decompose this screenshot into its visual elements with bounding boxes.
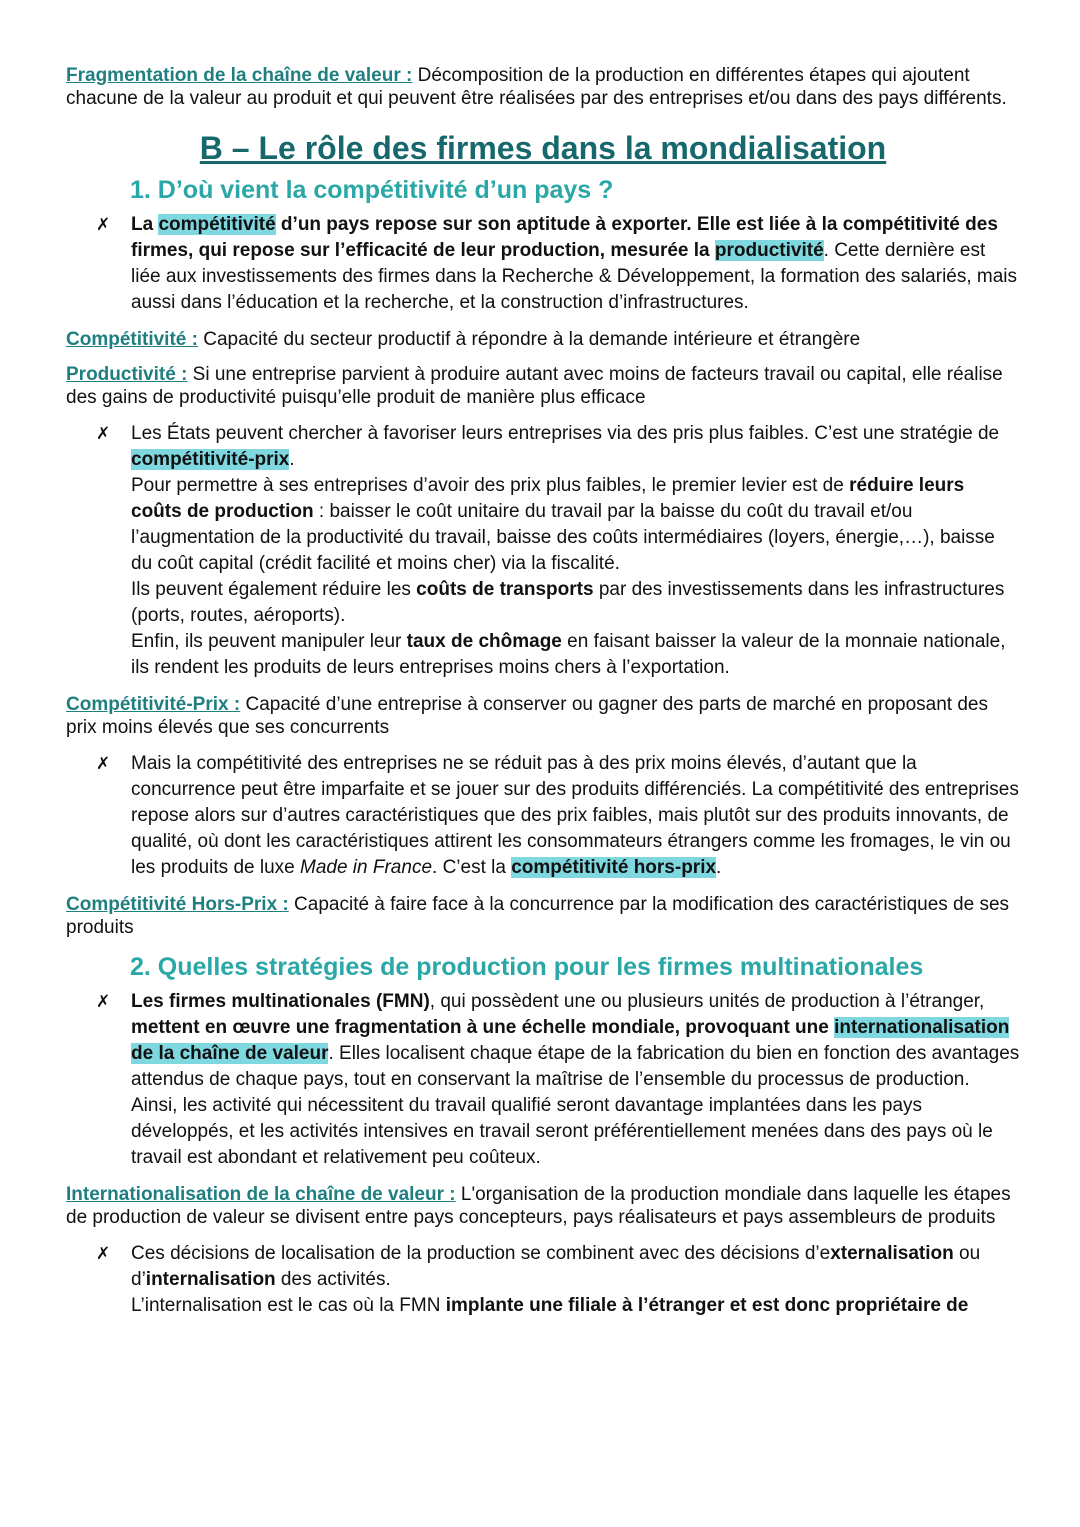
definition-paragraph (66, 693, 1020, 739)
bold-text: coûts de transports (416, 579, 594, 600)
definition-text: Capacité du secteur productif à répondre à la demande intérieure et étrangère (197, 329, 861, 350)
text-segment: . (716, 857, 722, 878)
text-segment: en faisant baisser la valeur de la monnaie nationale, ils rendent les produits de leurs entreprises moins chers à l’exportation. (131, 631, 1006, 678)
cross-bullet-icon: ✗ (96, 424, 111, 443)
bold-text: mettent en œuvre une fragmentation à une échelle mondiale, provoquant une (131, 1017, 835, 1038)
highlighted-term: compétitivité-prix (131, 449, 290, 470)
cross-bullet-icon: ✗ (96, 215, 111, 234)
text-segment: Ces décisions de localisation de la production se combinent avec des décisions d’e (131, 1243, 831, 1264)
bold-text: internalisation (145, 1269, 276, 1290)
text-segment: L’internalisation est le cas où la FMN (131, 1295, 446, 1316)
definition-term: Compétitivité Hors-Prix : (66, 894, 289, 915)
highlighted-term: compétitivité hors-prix (511, 857, 717, 878)
definition-text: Décomposition de la production en différentes étapes qui ajoutent chacune de la valeur au produit et qui peuvent être réalisées par des entreprises et/ou dans des pays différents. (66, 65, 1007, 109)
text-segment: . C’est la (432, 857, 512, 878)
definition-text: Capacité à faire face à la concurrence par la modification des caractéristiques de ses produits (66, 894, 1010, 938)
bullet-paragraph (66, 1241, 1020, 1319)
cross-bullet-icon: ✗ (96, 992, 111, 1011)
text-segment: , qui possèdent une ou plusieurs unités de production à l’étranger, (429, 991, 985, 1012)
bullet-paragraph (66, 421, 1020, 681)
cross-bullet-icon: ✗ (96, 1244, 111, 1263)
highlighted-term: internationalisation de la chaîne de valeur (131, 1017, 1010, 1064)
text-segment: Les États peuvent chercher à favoriser leurs entreprises via des pris plus faibles. C’est une stratégie de (131, 423, 1000, 444)
text-segment: Ils peuvent également réduire les (131, 579, 417, 600)
definition-paragraph (66, 1183, 1020, 1229)
definition-term: Compétitivité : (66, 329, 198, 350)
bold-text: xternalisation (830, 1243, 954, 1264)
bold-text: taux de chômage (406, 631, 562, 652)
bullet-paragraph (66, 751, 1020, 881)
definition-paragraph (66, 328, 1020, 351)
text-segment: par des investissements dans les infrastructures (ports, routes, aéroports). (131, 579, 1005, 626)
text-segment: . (289, 449, 295, 470)
text-segment: ou d’ (131, 1243, 981, 1290)
bullet-text (131, 989, 1020, 1171)
definition-text: Capacité d’une entreprise à conserver ou gagner des parts de marché en proposant des prix moins élevés que ses concurrents (66, 694, 988, 738)
subsection-title: 1. D’où vient la compétitivité d’un pays ? (130, 176, 614, 204)
highlighted-term: compétitivité (158, 214, 276, 235)
bullet-text (131, 751, 1020, 881)
text-segment: . Cette dernière est liée aux investissements des firmes dans la Recherche & Développement, la formation des salariés, mais aussi dans l’éducation et la recherche, et la construction d’infrastructures. (131, 240, 1018, 313)
definition-term: Internationalisation de la chaîne de valeur : (66, 1184, 456, 1205)
definition-text: Si une entreprise parvient à produire autant avec moins de facteurs travail ou capital, elle réalise des gains de productivité puisqu’elle produit de manière plus efficace (66, 364, 1003, 408)
text-segment: Pour permettre à ses entreprises d’avoir des prix plus faibles, le premier levier est de (131, 475, 850, 496)
section-title: B – Le rôle des firmes dans la mondialisation (199, 130, 887, 166)
definition-term: Productivité : (66, 364, 188, 385)
bold-text: Les firmes multinationales (FMN) (131, 991, 430, 1012)
italic-text: Made in France (300, 857, 433, 878)
highlighted-term: productivité (714, 240, 824, 261)
bold-text: implante une filiale à l’étranger et est donc propriétaire de (445, 1295, 969, 1316)
bullet-text (131, 1241, 1020, 1319)
definition-paragraph (66, 64, 1020, 110)
text-segment: Mais la compétitivité des entreprises ne se réduit pas à des prix moins élevés, d’autant que la concurrence peut être imparfaite et se jouer sur des produits différenciés. La compétitivité des entreprises repose alors sur d’autres caractéristiques que des prix faibles, mais plutôt sur des produits innovants, de qualité, où dont les caractéristiques attirent les consommateurs étrangers comme les fromages, le vin ou les produits de luxe (131, 753, 1019, 878)
bullet-text (131, 212, 1020, 316)
bullet-paragraph (66, 212, 1020, 316)
text-segment: Enfin, ils peuvent manipuler leur (131, 631, 407, 652)
definition-paragraph (66, 893, 1020, 939)
bold-text: La (131, 214, 159, 235)
cross-bullet-icon: ✗ (96, 754, 111, 773)
bullet-text (131, 421, 1020, 681)
bold-text: d’un pays repose sur son aptitude à exporter. Elle est liée à la compétitivité des firmes, qui repose sur l’efficacité de leur production, mesurée la (131, 214, 998, 261)
text-segment: : baisser le coût unitaire du travail par la baisse du coût du travail et/ou l’augmentation de la productivité du travail, baisse des coûts intermédiaires (loyers, énergie,…), baisse du coût capital (crédit facilité et moins cher) via la fiscalité. (131, 501, 995, 574)
definition-term: Compétitivité-Prix : (66, 694, 241, 715)
definition-text: L'organisation de la production mondiale dans laquelle les étapes de production de valeur se divisent entre pays concepteurs, pays réalisateurs et pays assembleurs de produits (66, 1184, 1011, 1228)
text-segment: . Elles localisent chaque étape de la fabrication du bien en fonction des avantages attendus de chaque pays, tout en conservant la maîtrise de l’ensemble du processus de production. Ainsi, les activité qui nécessitent du travail qualifié seront davantage implantées dans les pays développés, et les activités intensives en travail seront préférentiellement menées dans des pays où le travail est abondant et relativement peu coûteux. (131, 1043, 1020, 1168)
definition-paragraph (66, 363, 1020, 409)
text-segment: des activités. (275, 1269, 391, 1290)
definition-term: Fragmentation de la chaîne de valeur : (66, 65, 413, 86)
bullet-paragraph (66, 989, 1020, 1171)
subsection-title: 2. Quelles stratégies de production pour les firmes multinationales (130, 953, 924, 981)
bold-text: réduire leurs coûts de production (131, 475, 965, 522)
